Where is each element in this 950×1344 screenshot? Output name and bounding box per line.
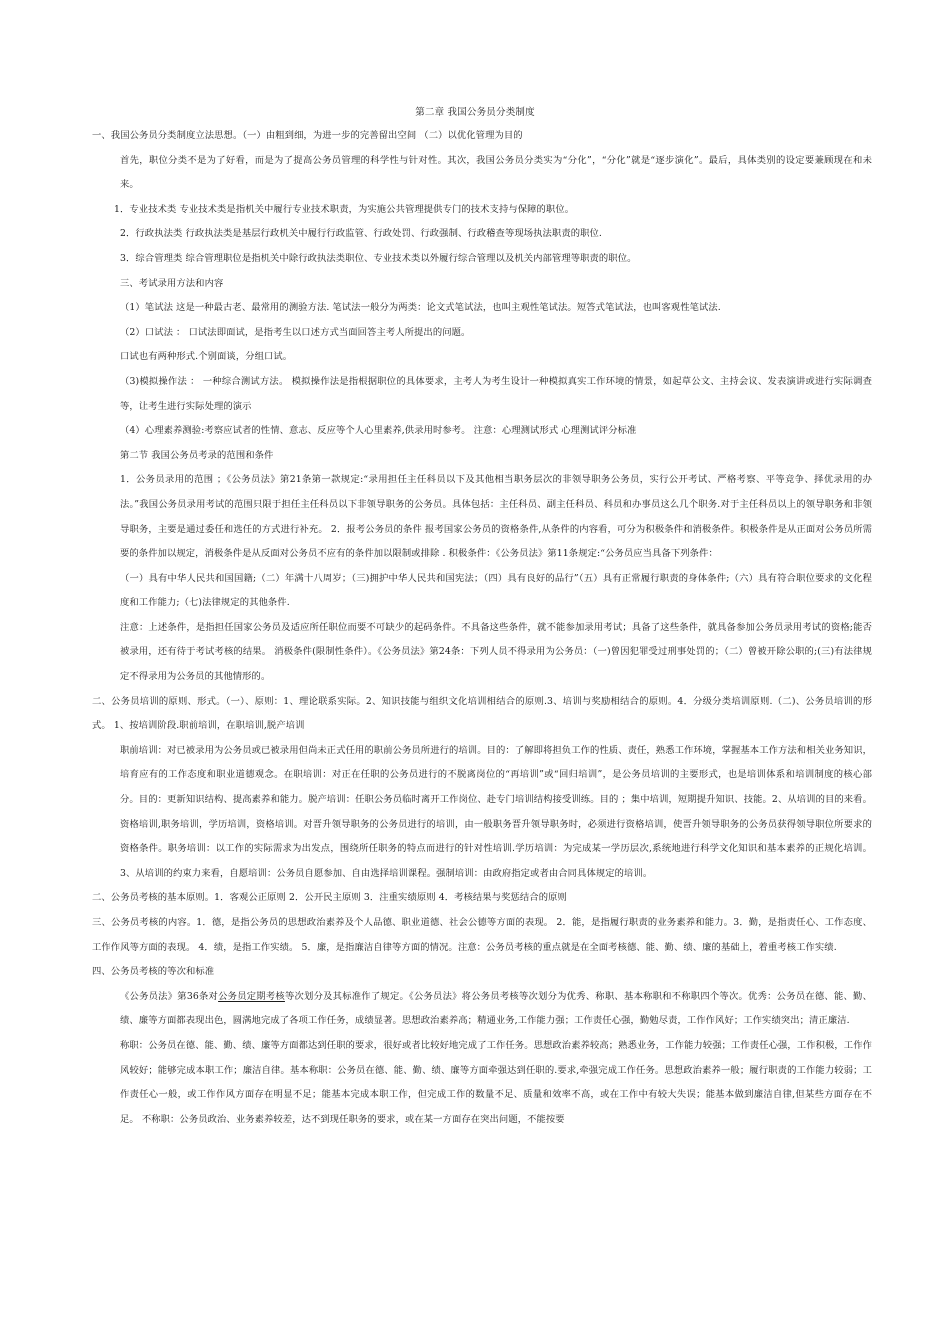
paragraph-administrative-enforcement: 2．行政执法类 行政执法类是基层行政机关中履行行政监管、行政处罚、行政强制、行政稽查等现场执法职责的职位. (120, 228, 602, 240)
paragraph-assessment-content: 三、公务员考核的内容。1．德，是指公务员的思想政治素养及个人品德、职业道德、社会公德等方面的表现。 2．能，是指履行职责的业务素养和能力。3．勤，是指责任心、工作态度、工作作风等方面的表现。 4．绩，是指工作实绩。 5．廉，是指廉洁自律等方面的情况。注意：公务员考核的重点就是在全面考核德、能、勤、绩、廉的基础上，着重考核工作实绩. (92, 917, 872, 953)
paragraph-excellent-grade (92, 985, 872, 1034)
paragraph-professional-technical: 1．专业技术类 专业技术类是指机关中履行专业技术职责，为实施公共管理提供专门的技术支持与保障的职位。 (114, 203, 575, 215)
paragraph-assessment-principles: 二、公务员考核的基本原则。1．客观公正原则 2．公开民主原则 3．注重实绩原则 4．考核结果与奖惩结合的原则 (92, 892, 567, 904)
paragraph-legislative-thought: 一、我国公务员分类制度立法思想。（一）由粗到细，为进一步的完善留出空间 （二）以优化管理为目的 (92, 130, 523, 141)
text-run: 《公务员法》第36条对 (120, 990, 219, 1002)
paragraph-psychological-test: （4）心理素养测验:考察应试者的性情、意志、反应等个人心里素养,供录用时参考。 注意：心理测试形式 心理测试评分标准 (120, 425, 637, 437)
chapter-title: 第二章 我国公务员分类制度 (415, 107, 535, 118)
paragraph-training-principles: 二、公务员培训的原则、形式。（一）、原则：1、理论联系实际。2、知识技能与组织文化培训相结合的原则.3、培训与奖励相结合的原则。4．分级分类培训原则.（二)、公务员培训的形式。 1、按培训阶段.职前培训，在职培训,脱产培训 (92, 695, 872, 732)
paragraph-simulation-test: （3)模拟操作法 ： 一种综合测试方法。 模拟操作法是指根据职位的具体要求，主考人为考生设计一种模拟真实工作环境的情景，如起草公文、主持会议、发表演讲或进行实际调查等，让考生进行实际处理的演示 (120, 375, 872, 412)
paragraph-classification-intent: 首先，职位分类不是为了好看，而是为了提高公务员管理的科学性与针对性。其次，我国公务员分类实为“分化”，“分化”就是“逐步演化”。最后，具体类别的设定要兼顾现在和未来。 (120, 154, 872, 191)
paragraph-recruitment-scope: 1．公务员录用的范围 ；《公务员法》第21条第一款规定:“录用担任主任科员以下及其他相当职务层次的非领导职务公务员，实行公开考试、严格考察、平等竞争、择优录用的办法。”我国公务员录用考试的范围只限于担任主任科员以下非领导职务的公务员。具体包括：主任科员、副主任科员、科员和办事员这么几个职务.对于主任科员以上的领导职务和非领导职务，主要是通过委任和选任的方式进行补充。 2．报考公务员的条件 报考国家公务员的资格条件,从条件的内容看，可分为积极条件和消极条件。积极条件是从正面对公务员所需要的条件加以规定，消极条件是从反面对公务员不应有的条件加以限制或排除 . 积极条件：《公务员法》第11条规定:“公务员应当具备下列条件： (120, 474, 872, 560)
paragraph-training-forms: 职前培训：对已被录用为公务员或已被录用但尚未正式任用的职前公务员所进行的培训。目的：了解即将担负工作的性质、责任，熟悉工作环境，掌握基本工作方法和相关业务知识，培育应有的工作态度和职业道德观念。在职培训：对正在任职的公务员进行的不脱离岗位的“再培训”或“回归培训”，是公务员培训的主要形式，也是培训体系和培训制度的核心部分。目的：更新知识结构、提高素养和能力。脱产培训：任职公务员临时离开工作岗位、赴专门培训结构接受训练。目的 ；集中培训，短期提升知识、技能。2、从培训的目的来看。资格培训,职务培训，学历培训，资格培训。对晋升领导职务的公务员进行的培训，由一般职务晋升领导职务时，必须进行资格培训，使晋升领导职务的公务员获得领导职位所要求的资格条件。职务培训：以工作的实际需求为出发点，围绕所任职务的特点而进行的针对性培训.学历培训：为完成某一学历层次,系统地进行科学文化知识和基本素养的正规化培训。 3、从培训的约束力来看，自愿培训：公务员自愿参加、自由选择培训课程。强制培训：由政府指定或者由合同具体规定的培训。 (120, 744, 872, 879)
section-heading-exam-methods: 三、考试录用方法和内容 (120, 277, 224, 289)
document-body (92, 124, 872, 1132)
paragraph-oral-test: （2）口试法 ： 口试法即面试，是指考生以口述方式当面回答主考人所提出的问题。 (120, 326, 471, 338)
paragraph-positive-conditions: （一）具有中华人民共和国国籍;（二）年满十八周岁；（三)拥护中华人民共和国宪法；（四）具有良好的品行”（五）具有正常履行职责的身体条件;（六）具有符合职位要求的文化程度和工作能力;（七)法律规定的其他条件. (120, 572, 872, 609)
section-heading-recruitment-scope: 第二节 我国公务员考录的范围和条件 (120, 449, 274, 461)
paragraph-comprehensive-management: 3．综合管理类 综合管理职位是指机关中除行政执法类职位、专业技术类以外履行综合管理以及机关内部管理等职责的职位。 (120, 252, 637, 264)
text-run: 等次划分及其标准作了规定。《公务员法》将公务员考核等次划分为优秀、称职、基本称职和不称职四个等次。优秀：公务员在德、能、勤、绩、廉等方面都表现出色，圆满地完成了各项工作任务，成绩显著。思想政治素养高；精通业务,工作能力强；工作责任心强，勤勉尽责，工作作风好；工作实绩突出；清正廉洁. (120, 990, 872, 1027)
section-heading-assessment-grades: 四、公务员考核的等次和标准 (92, 966, 215, 978)
paragraph-oral-forms: 口试也有两种形式.个别面谈，分组口试。 (120, 351, 293, 363)
paragraph-negative-conditions: 注意：上述条件，是指担任国家公务员及适应所任职位而要不可缺少的起码条件。不具备这些条件，就不能参加录用考试；具备了这些条件，就具备参加公务员录用考试的资格;能否被录用，还有待于考试考核的结果。 消极条件(限制性条件）。《公务员法》第24条：下列人员不得录用为公务员：（一)曾因犯罪受过刑事处罚的；（二）曾被开除公职的;(三)有法律规定不得录用为公务员的其他情形的。 (120, 621, 872, 683)
underlined-term: 公务员定期考核 (218, 990, 285, 1002)
paragraph-competent-grades: 称职：公务员在德、能、勤、绩、廉等方面都达到任职的要求，很好或者比较好地完成了工作任务。思想政治素养较高；熟悉业务，工作能力较强；工作责任心强，工作积极，工作作风较好；能够完成本职工作；廉洁自律。基本称职：公务员在德、能、勤、绩、廉等方面牵强达到任职的.要求,牵强完成工作任务。思想政治素养一般；履行职责的工作能力较弱；工作责任心一般，或工作作风方面存在明显不足；能基本完成本职工作，但完成工作的数量不足、质量和效率不高，或在工作中有较大失误；能基本做到廉洁自律,但某些方面存在不足。 不称职：公务员政治、业务素养较差，达不到现任职务的要求，或在某一方面存在突出问题，不能按要 (120, 1039, 872, 1125)
paragraph-written-test: （1）笔试法 这是一种最古老、最常用的测验方法. 笔试法一般分为两类：论文式笔试法，也叫主观性笔试法。短答式笔试法，也叫客观性笔试法. (120, 302, 721, 314)
